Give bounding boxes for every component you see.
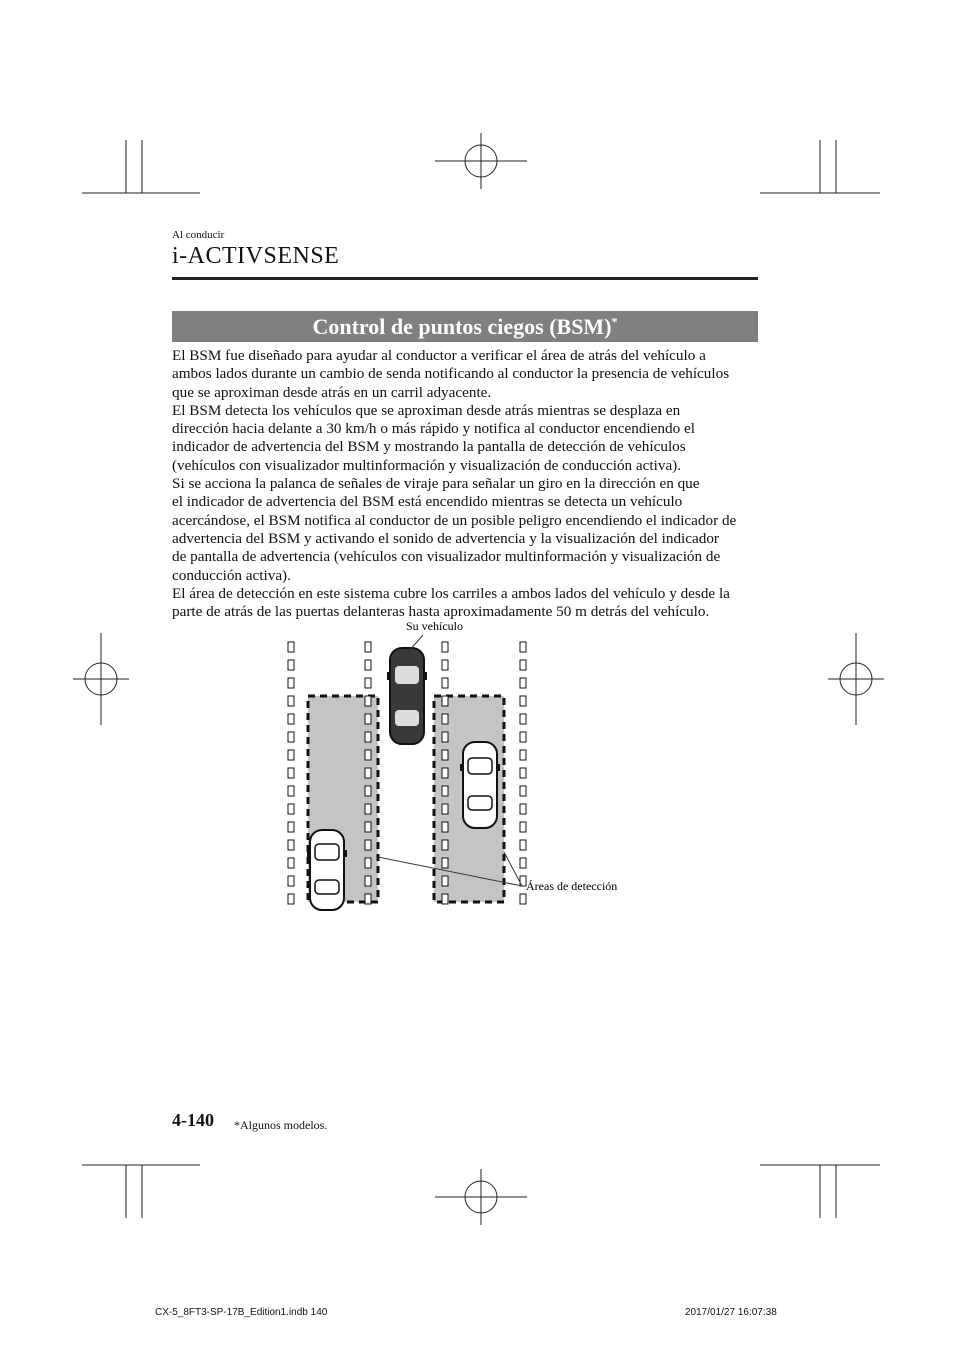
lane-marker	[288, 660, 294, 670]
lane-marker	[365, 732, 371, 742]
lane-marker	[288, 822, 294, 832]
label-detection-areas: Áreas de detección	[526, 879, 618, 893]
lane-marker	[365, 858, 371, 868]
lane-marker	[442, 678, 448, 688]
lane-marker	[520, 642, 526, 652]
lane-marker	[288, 696, 294, 706]
lane-marker	[288, 678, 294, 688]
lane-marker	[520, 840, 526, 850]
lane-marker	[520, 732, 526, 742]
label-own-vehicle: Su vehículo	[406, 619, 463, 633]
lane-marker	[442, 642, 448, 652]
lane-marker	[365, 804, 371, 814]
lane-marker	[442, 840, 448, 850]
lane-marker	[365, 642, 371, 652]
section-banner	[172, 311, 758, 342]
lane-marker	[365, 678, 371, 688]
lane-marker	[288, 714, 294, 724]
lane-marker	[365, 822, 371, 832]
body-line: El BSM detecta los vehículos que se aproximan desde atrás mientras se desplaza en	[172, 401, 681, 419]
body-line: ambos lados durante un cambio de senda notificando al conductor la presencia de vehículos	[172, 365, 730, 383]
footer-file: CX-5_8FT3-SP-17B_Edition1.indb 140	[155, 1307, 328, 1318]
body-line: El BSM fue diseñado para ayudar al conductor a verificar el área de atrás del vehículo a	[172, 347, 706, 364]
lane-marker	[442, 732, 448, 742]
lane-marker	[520, 750, 526, 760]
body-line: (vehículos con visualizador multinformación y visualización de conducción activa).	[172, 456, 682, 474]
lane-marker	[288, 786, 294, 796]
lane-marker	[365, 696, 371, 706]
footer-timestamp: 2017/01/27 16:07:38	[685, 1307, 777, 1318]
lane-marker	[442, 894, 448, 904]
lane-marker	[288, 732, 294, 742]
lane-marker	[442, 768, 448, 778]
body-line: advertencia del BSM y activando el sonido de advertencia y la visualización del indicador	[172, 529, 719, 547]
body-line: que se aproximan desde atrás en un carril adyacente.	[172, 383, 492, 401]
page-number: 4-140	[172, 1110, 214, 1130]
lane-marker	[442, 858, 448, 868]
lane-marker	[520, 768, 526, 778]
body-line: parte de atrás de las puertas delanteras hasta aproximadamente 50 m detrás del vehículo.	[172, 603, 710, 621]
lane-marker	[365, 894, 371, 904]
body-line: el indicador de advertencia del BSM está encendido mientras se detecta un vehículo	[172, 493, 683, 511]
own-vehicle	[387, 648, 427, 744]
lane-marker	[288, 840, 294, 850]
lane-marker	[442, 876, 448, 886]
body-line: acercándose, el BSM notifica al conductor de un posible peligro encendiendo el indicador de	[172, 511, 737, 529]
lane-marker	[442, 804, 448, 814]
section-label: Al conducir	[172, 229, 225, 241]
lane-marker	[520, 678, 526, 688]
header-rule	[172, 277, 758, 280]
banner-marker: *	[611, 314, 618, 329]
lane-marker	[288, 876, 294, 886]
body-text	[172, 347, 762, 621]
lane-marker	[288, 804, 294, 814]
lane-marker	[520, 696, 526, 706]
lane-marker	[520, 858, 526, 868]
lane-marker	[442, 822, 448, 832]
body-line: de pantalla de advertencia (vehículos con visualizador multinformación y visualización de	[172, 548, 721, 566]
lane-marker	[365, 786, 371, 796]
banner-title: Control de puntos ciegos (BSM)	[312, 314, 612, 339]
lane-marker	[365, 714, 371, 724]
lane-marker	[442, 696, 448, 706]
lane-marker	[520, 894, 526, 904]
lane-marker	[520, 804, 526, 814]
body-line: dirección hacia delante a 30 km/h o más rápido y notifica al conductor encendiendo el	[172, 420, 695, 438]
lane-marker	[365, 876, 371, 886]
lane-marker	[520, 786, 526, 796]
lane-marker	[365, 750, 371, 760]
lane-marker	[365, 768, 371, 778]
bsm-diagram	[270, 612, 660, 922]
vehicle-right-lane	[460, 742, 500, 828]
body-line: conducción activa).	[172, 566, 291, 584]
lane-marker	[288, 858, 294, 868]
lane-marker	[442, 714, 448, 724]
lane-marker	[520, 714, 526, 724]
lane-marker	[288, 642, 294, 652]
vehicle-left-lane	[307, 830, 347, 910]
lane-marker	[520, 660, 526, 670]
lane-marker	[442, 750, 448, 760]
lane-marker	[442, 786, 448, 796]
lane-marker	[288, 894, 294, 904]
footnote: *Algunos modelos.	[234, 1118, 328, 1132]
lane-marker	[288, 768, 294, 778]
body-line: Si se acciona la palanca de señales de viraje para señalar un giro en la dirección en que	[172, 475, 700, 493]
lane-marker	[520, 822, 526, 832]
body-line: El área de detección en este sistema cubre los carriles a ambos lados del vehículo y desde la	[172, 584, 730, 602]
lane-marker	[288, 750, 294, 760]
lane-marker	[365, 840, 371, 850]
body-line: indicador de advertencia del BSM y mostrando la pantalla de detección de vehículos	[172, 438, 686, 456]
leader-area-right	[504, 852, 522, 886]
lane-marker	[442, 660, 448, 670]
chapter-title: i-ACTIVSENSE	[172, 243, 340, 269]
lane-marker	[365, 660, 371, 670]
